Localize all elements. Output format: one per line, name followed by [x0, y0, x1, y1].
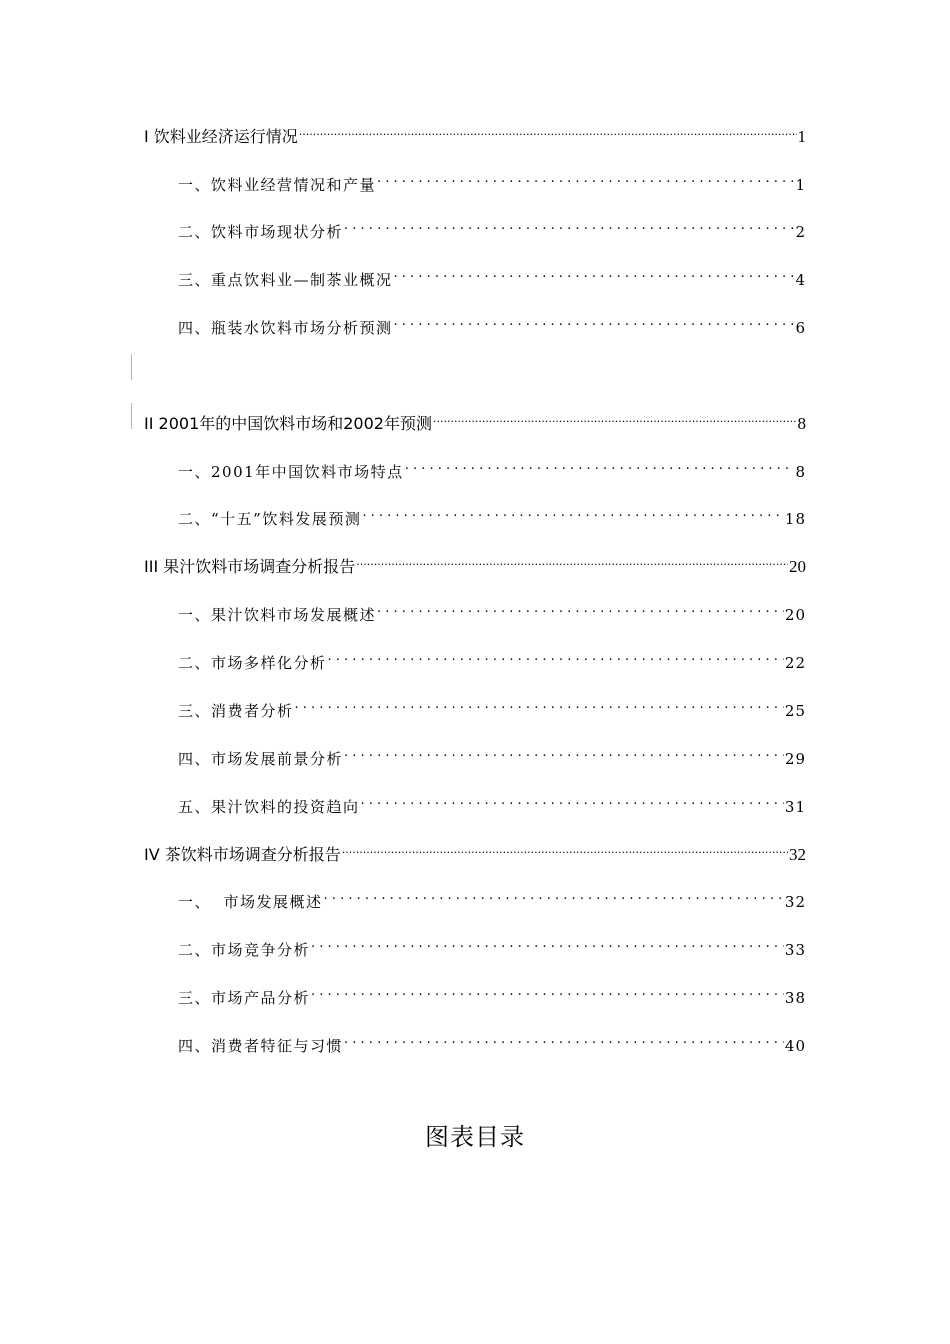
- toc-page-number: 8: [795, 463, 806, 481]
- dot-leader: [361, 786, 784, 812]
- toc-entry[interactable]: [178, 594, 806, 624]
- toc-entry[interactable]: [178, 738, 806, 768]
- toc-page-number: 8: [797, 414, 806, 433]
- toc-page-number: 31: [784, 798, 806, 816]
- toc-page-number: 1: [797, 127, 806, 146]
- toc-page-number: 33: [784, 941, 806, 959]
- toc-entry-label: 四、消费者特征与习惯: [178, 1037, 344, 1055]
- toc-entry[interactable]: [178, 881, 806, 911]
- margin-marker: [131, 403, 132, 429]
- toc-page-number: 1: [795, 176, 806, 194]
- toc-section-1[interactable]: [144, 116, 806, 146]
- dot-leader: [299, 116, 797, 142]
- dot-leader: [377, 594, 784, 620]
- toc-entry-label: 二、市场多样化分析: [178, 654, 327, 672]
- toc-entry-label: 一、 市场发展概述: [178, 893, 323, 911]
- toc-page-number: 32: [789, 845, 806, 864]
- toc-entry-label: 一、2001年中国饮料市场特点: [178, 463, 404, 481]
- toc-entry[interactable]: [178, 164, 806, 194]
- dot-leader: [295, 690, 784, 716]
- toc-page-number: 38: [784, 989, 806, 1007]
- toc-section-label: IV 茶饮料市场调查分析报告: [144, 845, 341, 864]
- toc-entry[interactable]: [178, 498, 806, 528]
- toc-section-2[interactable]: [144, 403, 806, 433]
- dot-leader: [311, 977, 784, 1003]
- toc-entry-label: 四、瓶装水饮料市场分析预测: [178, 319, 393, 337]
- toc-entry[interactable]: [178, 786, 806, 816]
- dot-leader: [394, 259, 795, 285]
- toc-entry[interactable]: [178, 307, 806, 337]
- toc-entry-label: 五、果汁饮料的投资趋向: [178, 798, 360, 816]
- dot-leader: [362, 498, 784, 524]
- toc-entry[interactable]: [178, 690, 806, 720]
- toc-page-number: 32: [784, 893, 806, 911]
- toc-page-number: 18: [784, 510, 806, 528]
- toc-page-number: 20: [784, 606, 806, 624]
- toc-entry-label: 三、市场产品分析: [178, 989, 311, 1007]
- dot-leader: [328, 642, 784, 668]
- toc-entry[interactable]: [178, 977, 806, 1007]
- toc-entry-label: 一、果汁饮料市场发展概述: [178, 606, 377, 624]
- figures-list-heading: 图表目录: [425, 1123, 525, 1151]
- toc-section-4[interactable]: [144, 834, 806, 864]
- toc-entry-label: 四、市场发展前景分析: [178, 750, 344, 768]
- toc-entry[interactable]: [178, 259, 806, 289]
- toc-section-label: I 饮料业经济运行情况: [144, 127, 298, 146]
- toc-page-number: 29: [784, 750, 806, 768]
- toc-entry-label: 二、“十五”饮料发展预测: [178, 510, 362, 528]
- toc-page-number: 2: [795, 223, 806, 241]
- dot-leader: [344, 738, 784, 764]
- toc-entry[interactable]: [178, 1025, 806, 1055]
- toc-page-number: 4: [795, 271, 806, 289]
- dot-leader: [344, 211, 794, 237]
- dot-leader: [356, 546, 788, 572]
- dot-leader: [433, 403, 797, 429]
- dot-leader: [342, 834, 788, 860]
- toc-entry-label: 三、消费者分析: [178, 702, 294, 720]
- dot-leader: [311, 929, 784, 955]
- toc-entry[interactable]: [178, 451, 806, 481]
- toc-entry[interactable]: [178, 929, 806, 959]
- toc-entry-label: 一、饮料业经营情况和产量: [178, 176, 377, 194]
- toc-entry[interactable]: [178, 211, 806, 241]
- toc-page-number: 40: [784, 1037, 806, 1055]
- toc-entry-label: 三、重点饮料业—制茶业概况: [178, 271, 393, 289]
- toc-entry-label: 二、饮料市场现状分析: [178, 223, 344, 241]
- toc-section-3[interactable]: [144, 546, 806, 576]
- toc-page-number: 22: [784, 654, 806, 672]
- dot-leader: [405, 451, 795, 477]
- toc-entry-label: 二、市场竞争分析: [178, 941, 311, 959]
- dot-leader: [394, 307, 795, 333]
- toc-page-number: 6: [795, 319, 806, 337]
- toc-section-label: II 2001年的中国饮料市场和2002年预测: [144, 414, 432, 433]
- toc-section-label: III 果汁饮料市场调查分析报告: [144, 557, 356, 576]
- dot-leader: [377, 164, 794, 190]
- toc-entry[interactable]: [178, 642, 806, 672]
- toc-page-number: 20: [789, 557, 806, 576]
- toc-page-number: 25: [784, 702, 806, 720]
- margin-marker: [131, 354, 132, 380]
- dot-leader: [344, 1025, 784, 1051]
- dot-leader: [324, 881, 784, 907]
